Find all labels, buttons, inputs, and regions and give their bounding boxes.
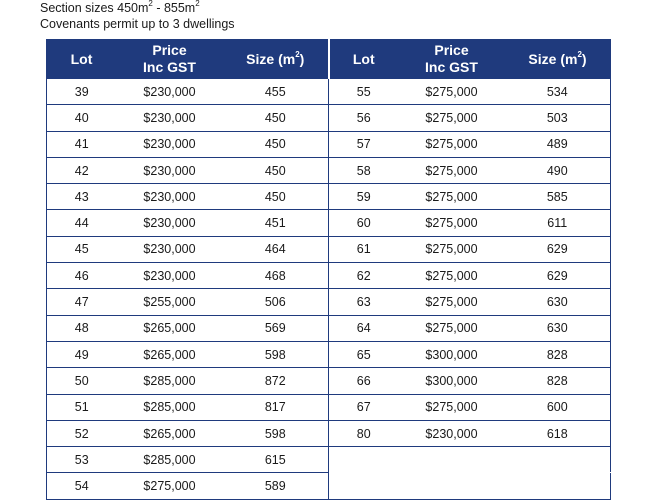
size-left-cell: 451 [223,210,329,236]
size-left-cell: 506 [223,289,329,315]
size-right-cell: 618 [505,420,611,446]
table-row [47,184,611,210]
size-left-cell: 450 [223,157,329,183]
size-right-cell: 503 [505,105,611,131]
price-right-cell [399,447,505,473]
lot-right-cell: 55 [329,79,399,105]
price-left-cell: $255,000 [117,289,223,315]
price-right-cell: $275,000 [399,105,505,131]
price-right-cell: $275,000 [399,315,505,341]
table-row [47,473,611,499]
table-row [47,289,611,315]
price-left-cell: $230,000 [117,210,223,236]
table-row [47,157,611,183]
lot-left-cell: 44 [47,210,117,236]
price-left-cell: $230,000 [117,184,223,210]
lot-right-cell: 65 [329,341,399,367]
lot-left-cell: 40 [47,105,117,131]
size-left-cell: 450 [223,105,329,131]
size-right-cell: 629 [505,263,611,289]
price-right-cell: $275,000 [399,131,505,157]
price-right-cell: $275,000 [399,394,505,420]
lot-left-cell: 48 [47,315,117,341]
table-row [47,131,611,157]
size-left-cell: 598 [223,420,329,446]
lot-right-cell [329,473,399,499]
size-right-cell: 600 [505,394,611,420]
price-left-cell: $265,000 [117,341,223,367]
price-right-cell: $275,000 [399,210,505,236]
price-left-cell: $265,000 [117,315,223,341]
size-left-cell: 468 [223,263,329,289]
price-right-cell [399,473,505,499]
size-left-cell: 450 [223,184,329,210]
table-row [47,105,611,131]
table-body [47,79,611,499]
price-left-cell: $230,000 [117,105,223,131]
price-left-cell: $230,000 [117,236,223,262]
price-left-cell: $285,000 [117,368,223,394]
lot-left-cell: 54 [47,473,117,499]
price-left-cell: $230,000 [117,263,223,289]
price-left-cell: $230,000 [117,79,223,105]
lot-right-cell: 80 [329,420,399,446]
lot-left-cell: 53 [47,447,117,473]
size-right-cell: 490 [505,157,611,183]
size-right-cell: 585 [505,184,611,210]
lot-right-cell: 67 [329,394,399,420]
header-lot-right: Lot [329,39,399,79]
notes [40,0,235,32]
section-sizes-note: Section sizes $450m^2 - 855m^2$ [40,0,200,15]
price-right-cell: $300,000 [399,368,505,394]
lot-right-cell: 63 [329,289,399,315]
price-right-cell: $275,000 [399,236,505,262]
size-left-cell: 569 [223,315,329,341]
price-left-cell: $285,000 [117,447,223,473]
size-left-cell: 455 [223,79,329,105]
table-row [47,236,611,262]
table-row [47,315,611,341]
table-row [47,394,611,420]
size-left-cell: 615 [223,447,329,473]
price-right-cell: $275,000 [399,157,505,183]
size-left-cell: 598 [223,341,329,367]
table-row [47,263,611,289]
lot-left-cell: 49 [47,341,117,367]
lot-right-cell: 64 [329,315,399,341]
lot-right-cell: 61 [329,236,399,262]
price-right-cell: $275,000 [399,184,505,210]
covenants-note: Covenants permit up to 3 dwellings [40,17,235,31]
header-lot-left: Lot [47,39,117,79]
size-left-cell: 464 [223,236,329,262]
size-right-cell: 828 [505,368,611,394]
table-row [47,447,611,473]
size-left-cell: 450 [223,131,329,157]
size-right-cell: 534 [505,79,611,105]
table-row [47,341,611,367]
lot-left-cell: 42 [47,157,117,183]
price-left-cell: $285,000 [117,394,223,420]
price-right-cell: $230,000 [399,420,505,446]
lot-right-cell [329,447,399,473]
price-left-cell: $230,000 [117,131,223,157]
size-right-cell [505,447,611,473]
lot-left-cell: 47 [47,289,117,315]
size-left-cell: 589 [223,473,329,499]
lot-left-cell: 46 [47,263,117,289]
header-size-right: Size $(m^2)$ [505,39,611,79]
size-right-cell: 629 [505,236,611,262]
lot-price-table [46,39,611,500]
price-left-cell: $230,000 [117,157,223,183]
lot-left-cell: 52 [47,420,117,446]
size-right-cell: 630 [505,289,611,315]
price-right-cell: $275,000 [399,79,505,105]
size-right-cell: 611 [505,210,611,236]
table-row [47,368,611,394]
lot-left-cell: 50 [47,368,117,394]
lot-right-cell: 59 [329,184,399,210]
size-right-cell: 630 [505,315,611,341]
size-right-cell [505,473,611,499]
size-left-cell: 872 [223,368,329,394]
size-left-cell: 817 [223,394,329,420]
header-price-left: Price Inc GST [117,39,223,79]
price-right-cell: $275,000 [399,289,505,315]
table-row [47,420,611,446]
price-left-cell: $265,000 [117,420,223,446]
size-right-cell: 828 [505,341,611,367]
price-right-cell: $300,000 [399,341,505,367]
size-right-cell: 489 [505,131,611,157]
header-size-left: Size $(m^2)$ [223,39,329,79]
header-price-right: Price Inc GST [399,39,505,79]
lot-left-cell: 41 [47,131,117,157]
lot-right-cell: 66 [329,368,399,394]
lot-left-cell: 43 [47,184,117,210]
lot-right-cell: 62 [329,263,399,289]
lot-right-cell: 58 [329,157,399,183]
table-row [47,79,611,105]
lot-right-cell: 57 [329,131,399,157]
lot-left-cell: 39 [47,79,117,105]
price-right-cell: $275,000 [399,263,505,289]
lot-right-cell: 60 [329,210,399,236]
table-row [47,210,611,236]
table-header-row [47,39,611,79]
lot-right-cell: 56 [329,105,399,131]
lot-left-cell: 51 [47,394,117,420]
price-left-cell: $275,000 [117,473,223,499]
lot-left-cell: 45 [47,236,117,262]
